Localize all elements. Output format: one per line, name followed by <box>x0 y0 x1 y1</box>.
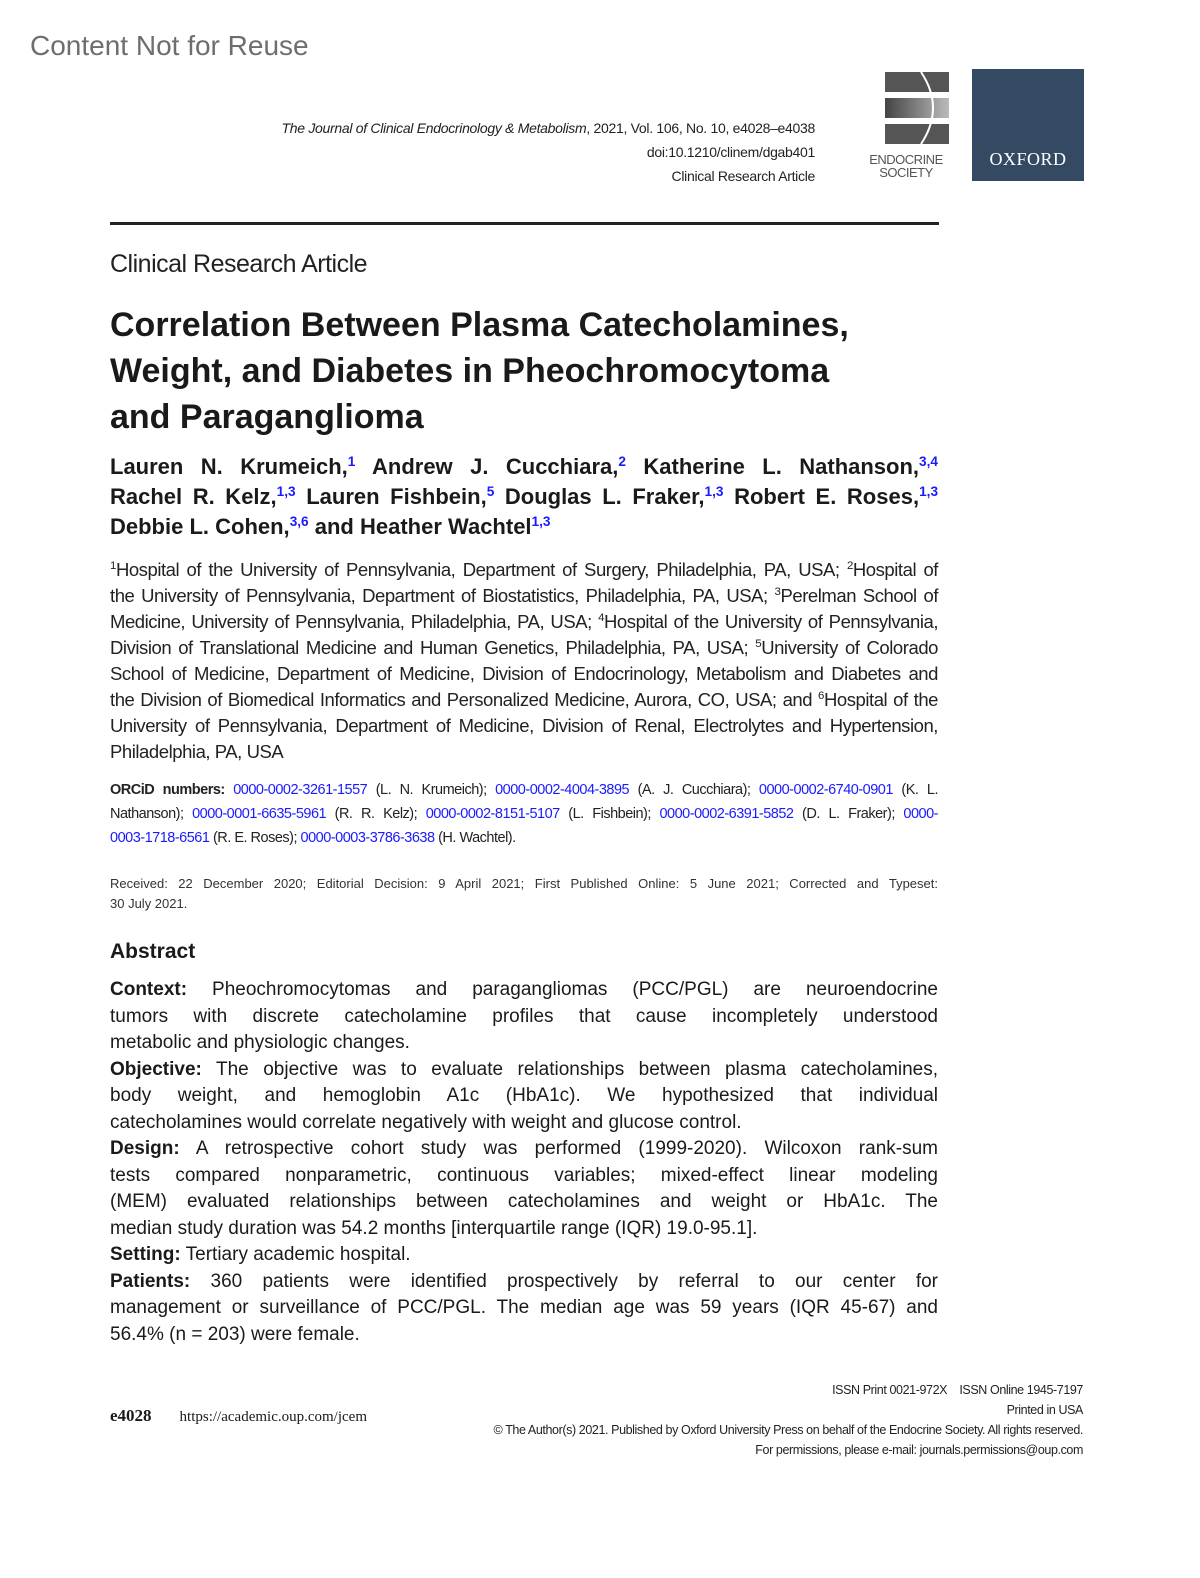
run-in-heading: Objective: <box>110 1058 202 1080</box>
issn: ISSN Print 0021-972X ISSN Online 1945-7197 <box>832 1383 1083 1397</box>
affiliation-superscript: 1,3 <box>276 483 296 499</box>
journal-header <box>282 116 816 188</box>
text-run: University of Pennsylvania, Department of Medicine, Division of Renal, Electrolytes and Hypertension, <box>110 715 938 736</box>
text-run: Robert E. Roses, <box>723 484 920 509</box>
orcid-link[interactable]: 0000-0003-3786-3638 <box>300 830 435 846</box>
orcid-link[interactable]: 0000-0002-3261-1557 <box>233 782 368 798</box>
text-run: Pheochromocytomas and paragangliomas (PCC/PGL) are neuroendocrine <box>187 979 938 1000</box>
text-run: Lauren Fishbein, <box>295 484 487 509</box>
text-run: Received: 22 December 2020; Editorial Decision: 9 April 2021; First Published Online: 5 June 2021; Corrected and Typeset: <box>110 876 938 891</box>
orcid-link[interactable]: 0000-0001-6635-5961 <box>192 806 327 822</box>
text-run: Perelman School of <box>780 585 939 606</box>
text-run: median study duration was 54.2 months [interquartile range (IQR) 19.0-95.1]. <box>110 1217 758 1239</box>
received-dates <box>110 874 938 914</box>
affiliation-superscript: 4 <box>598 612 605 625</box>
run-in-heading: Setting: <box>110 1244 181 1265</box>
title-line: Weight, and Diabetes in Pheochromocytoma <box>110 352 830 390</box>
text-run: School of Medicine, Department of Medicine, Division of Endocrinology, Metabolism and Diabetes and <box>110 663 938 684</box>
text-run: (R. E. Roses); <box>209 830 301 846</box>
text-run: (K. L. <box>892 782 938 798</box>
text-run: Hospital of the University of Pennsylvania, Department of Surgery, Philadelphia, PA, USA; <box>115 559 847 580</box>
text-line <box>110 1057 938 1084</box>
text-line <box>110 739 938 765</box>
text-run: Division of Translational Medicine and Human Genetics, Philadelphia, PA, USA; <box>110 637 756 658</box>
orcid-link[interactable]: 0003-1718-6561 <box>110 830 210 846</box>
watermark: Content Not for Reuse <box>30 30 309 61</box>
text-run: the University of Pennsylvania, Department of Biostatistics, Philadelphia, PA, USA; <box>110 585 775 606</box>
author-list <box>110 452 938 542</box>
affiliation-superscript: 5 <box>755 638 762 651</box>
text-run: Tertiary academic hospital. <box>180 1244 411 1265</box>
text-run <box>225 782 233 798</box>
text-line <box>110 482 938 512</box>
text-run: (L. N. Krumeich); <box>367 782 496 798</box>
text-line <box>110 557 938 583</box>
affiliation-superscript: 1,3 <box>919 483 939 499</box>
text-run: (R. R. Kelz); <box>326 806 426 822</box>
text-run: 30 July 2021. <box>110 896 188 911</box>
text-line <box>110 977 938 1004</box>
abstract-body <box>110 977 938 1348</box>
orcid-link[interactable]: 0000-0002-4004-3895 <box>495 782 630 798</box>
title-line: Correlation Between Plasma Catecholamines, <box>110 306 849 344</box>
footer-left <box>110 1406 367 1426</box>
text-run: (L. Fishbein); <box>559 806 660 822</box>
text-run: Debbie L. Cohen, <box>110 514 290 539</box>
affiliation-superscript: 1 <box>110 560 116 573</box>
text-run: Rachel R. Kelz, <box>110 484 277 509</box>
text-run: (MEM) evaluated relationships between catecholamines and weight or HbA1c. The <box>110 1191 938 1212</box>
text-run: the Division of Biomedical Informatics and Personalized Medicine, Aurora, CO, USA; and <box>110 689 819 710</box>
text-line <box>110 1295 938 1322</box>
text-run: (A. J. Cucchiara); <box>629 782 759 798</box>
text-line <box>110 874 938 894</box>
text-line <box>110 1030 938 1057</box>
text-line <box>110 778 938 802</box>
orcid-numbers <box>110 778 938 850</box>
text-run: The objective was to evaluate relationships between plasma catecholamines, <box>201 1058 938 1080</box>
orcid-link[interactable]: 0000-0002-6391-5852 <box>659 806 794 822</box>
affiliation-superscript: 5 <box>486 483 495 499</box>
text-run: Nathanson); <box>110 806 193 822</box>
text-line <box>110 802 938 826</box>
text-line <box>110 1110 938 1137</box>
run-in-heading: ORCiD numbers: <box>110 782 225 798</box>
journal-url[interactable]: https://academic.oup.com/jcem <box>179 1409 367 1425</box>
text-run: tests compared nonparametric, continuous variables; mixed-effect linear modeling <box>110 1164 938 1186</box>
text-run: body weight, and hemoglobin A1c (HbA1c). We hypothesized that individual <box>110 1085 938 1106</box>
header-rule <box>110 222 939 225</box>
text-run: Philadelphia, PA, USA <box>110 741 284 762</box>
affiliation-superscript: 3 <box>774 586 781 599</box>
text-line <box>110 1189 938 1216</box>
text-line <box>110 583 938 609</box>
affiliation-superscript: 3,6 <box>289 513 309 529</box>
article-type: Clinical Research Article <box>671 168 815 184</box>
text-run: 56.4% (n = 203) were female. <box>110 1323 360 1345</box>
orcid-link[interactable]: 0000-0002-6740-0901 <box>758 782 893 798</box>
endocrine-society-logo-icon <box>885 72 949 144</box>
text-run: Lauren N. Krumeich, <box>110 454 348 479</box>
text-line <box>110 826 938 850</box>
text-line <box>110 635 938 661</box>
run-in-heading: Patients: <box>110 1270 191 1292</box>
text-line <box>110 1083 938 1110</box>
affiliation-superscript: 1,3 <box>531 513 551 529</box>
run-in-heading: Context: <box>110 979 188 1000</box>
copyright: © The Author(s) 2021. Published by Oxford University Press on behalf of the Endocrine Society. All rights reserved. <box>493 1423 1083 1437</box>
text-run: catecholamines would correlate negatively with weight and glucose control. <box>110 1111 742 1133</box>
permissions: For permissions, please e-mail: journals.permissions@oup.com <box>755 1443 1083 1457</box>
text-line <box>110 687 938 713</box>
text-line <box>110 1004 938 1031</box>
text-run: Hospital of the University of Pennsylvania, <box>604 611 939 632</box>
affiliation-superscript: 2 <box>618 453 626 469</box>
text-run: (H. Wachtel). <box>434 830 516 846</box>
abstract-heading: Abstract <box>110 940 196 963</box>
text-line <box>110 661 938 687</box>
text-line <box>110 609 938 635</box>
page-number: e4028 <box>110 1406 152 1425</box>
oxford-logo: OXFORD <box>972 69 1084 181</box>
text-run: 360 patients were identified prospectively by referral to our center for <box>190 1270 938 1292</box>
text-run: A retrospective cohort study was performed (1999-2020). Wilcoxon rank-sum <box>179 1138 938 1159</box>
text-line <box>110 1163 938 1190</box>
text-line <box>110 894 938 914</box>
article-title <box>110 302 940 440</box>
journal-name: The Journal of Clinical Endocrinology & Metabolism <box>281 120 587 136</box>
affiliation-superscript: 6 <box>818 690 824 703</box>
text-run: Douglas L. Fraker, <box>494 484 705 509</box>
doi[interactable]: doi:10.1210/clinem/dgab401 <box>646 144 815 160</box>
text-run: management or surveillance of PCC/PGL. The median age was 59 years (IQR 45-67) and <box>110 1297 938 1318</box>
footer-right <box>494 1380 1083 1460</box>
text-run: Hospital of the <box>823 689 938 710</box>
text-run: University of Colorado <box>761 637 938 658</box>
orcid-link[interactable]: 0000- <box>903 806 938 822</box>
orcid-link[interactable]: 0000-0002-8151-5107 <box>425 806 560 822</box>
text-line <box>110 512 938 542</box>
section-label: Clinical Research Article <box>110 250 368 278</box>
text-line <box>110 1242 938 1269</box>
affiliation-superscript: 1,3 <box>704 483 724 499</box>
text-run: tumors with discrete catecholamine profiles that cause incompletely understood <box>110 1005 938 1027</box>
text-line <box>110 1269 938 1296</box>
endocrine-society-wordmark: ENDOCRINE SOCIETY <box>869 152 943 180</box>
text-run: Medicine, University of Pennsylvania, Philadelphia, PA, USA; <box>110 611 599 632</box>
title-line: and Paraganglioma <box>110 398 424 436</box>
text-run: (D. L. Fraker); <box>793 806 904 822</box>
printed-in: Printed in USA <box>1006 1403 1083 1417</box>
text-run: and Heather Wachtel <box>308 514 532 539</box>
affiliation-superscript: 1 <box>347 453 356 469</box>
affiliations <box>110 557 938 765</box>
text-run: Andrew J. Cucchiara, <box>355 454 619 479</box>
run-in-heading: Design: <box>110 1138 180 1159</box>
text-line <box>110 1136 938 1163</box>
text-run: metabolic and physiologic changes. <box>110 1032 410 1053</box>
text-line <box>110 1322 938 1349</box>
text-run: Hospital of <box>852 559 938 580</box>
affiliation-superscript: 3,4 <box>919 453 938 469</box>
text-line <box>110 713 938 739</box>
text-run: Katherine L. Nathanson, <box>625 454 920 479</box>
text-line <box>110 452 938 482</box>
affiliation-superscript: 2 <box>846 560 853 573</box>
journal-citation: The Journal of Clinical Endocrinology & Metabolism, 2021, Vol. 106, No. 10, e4028–e4038 <box>281 120 815 136</box>
text-line <box>110 1216 938 1243</box>
